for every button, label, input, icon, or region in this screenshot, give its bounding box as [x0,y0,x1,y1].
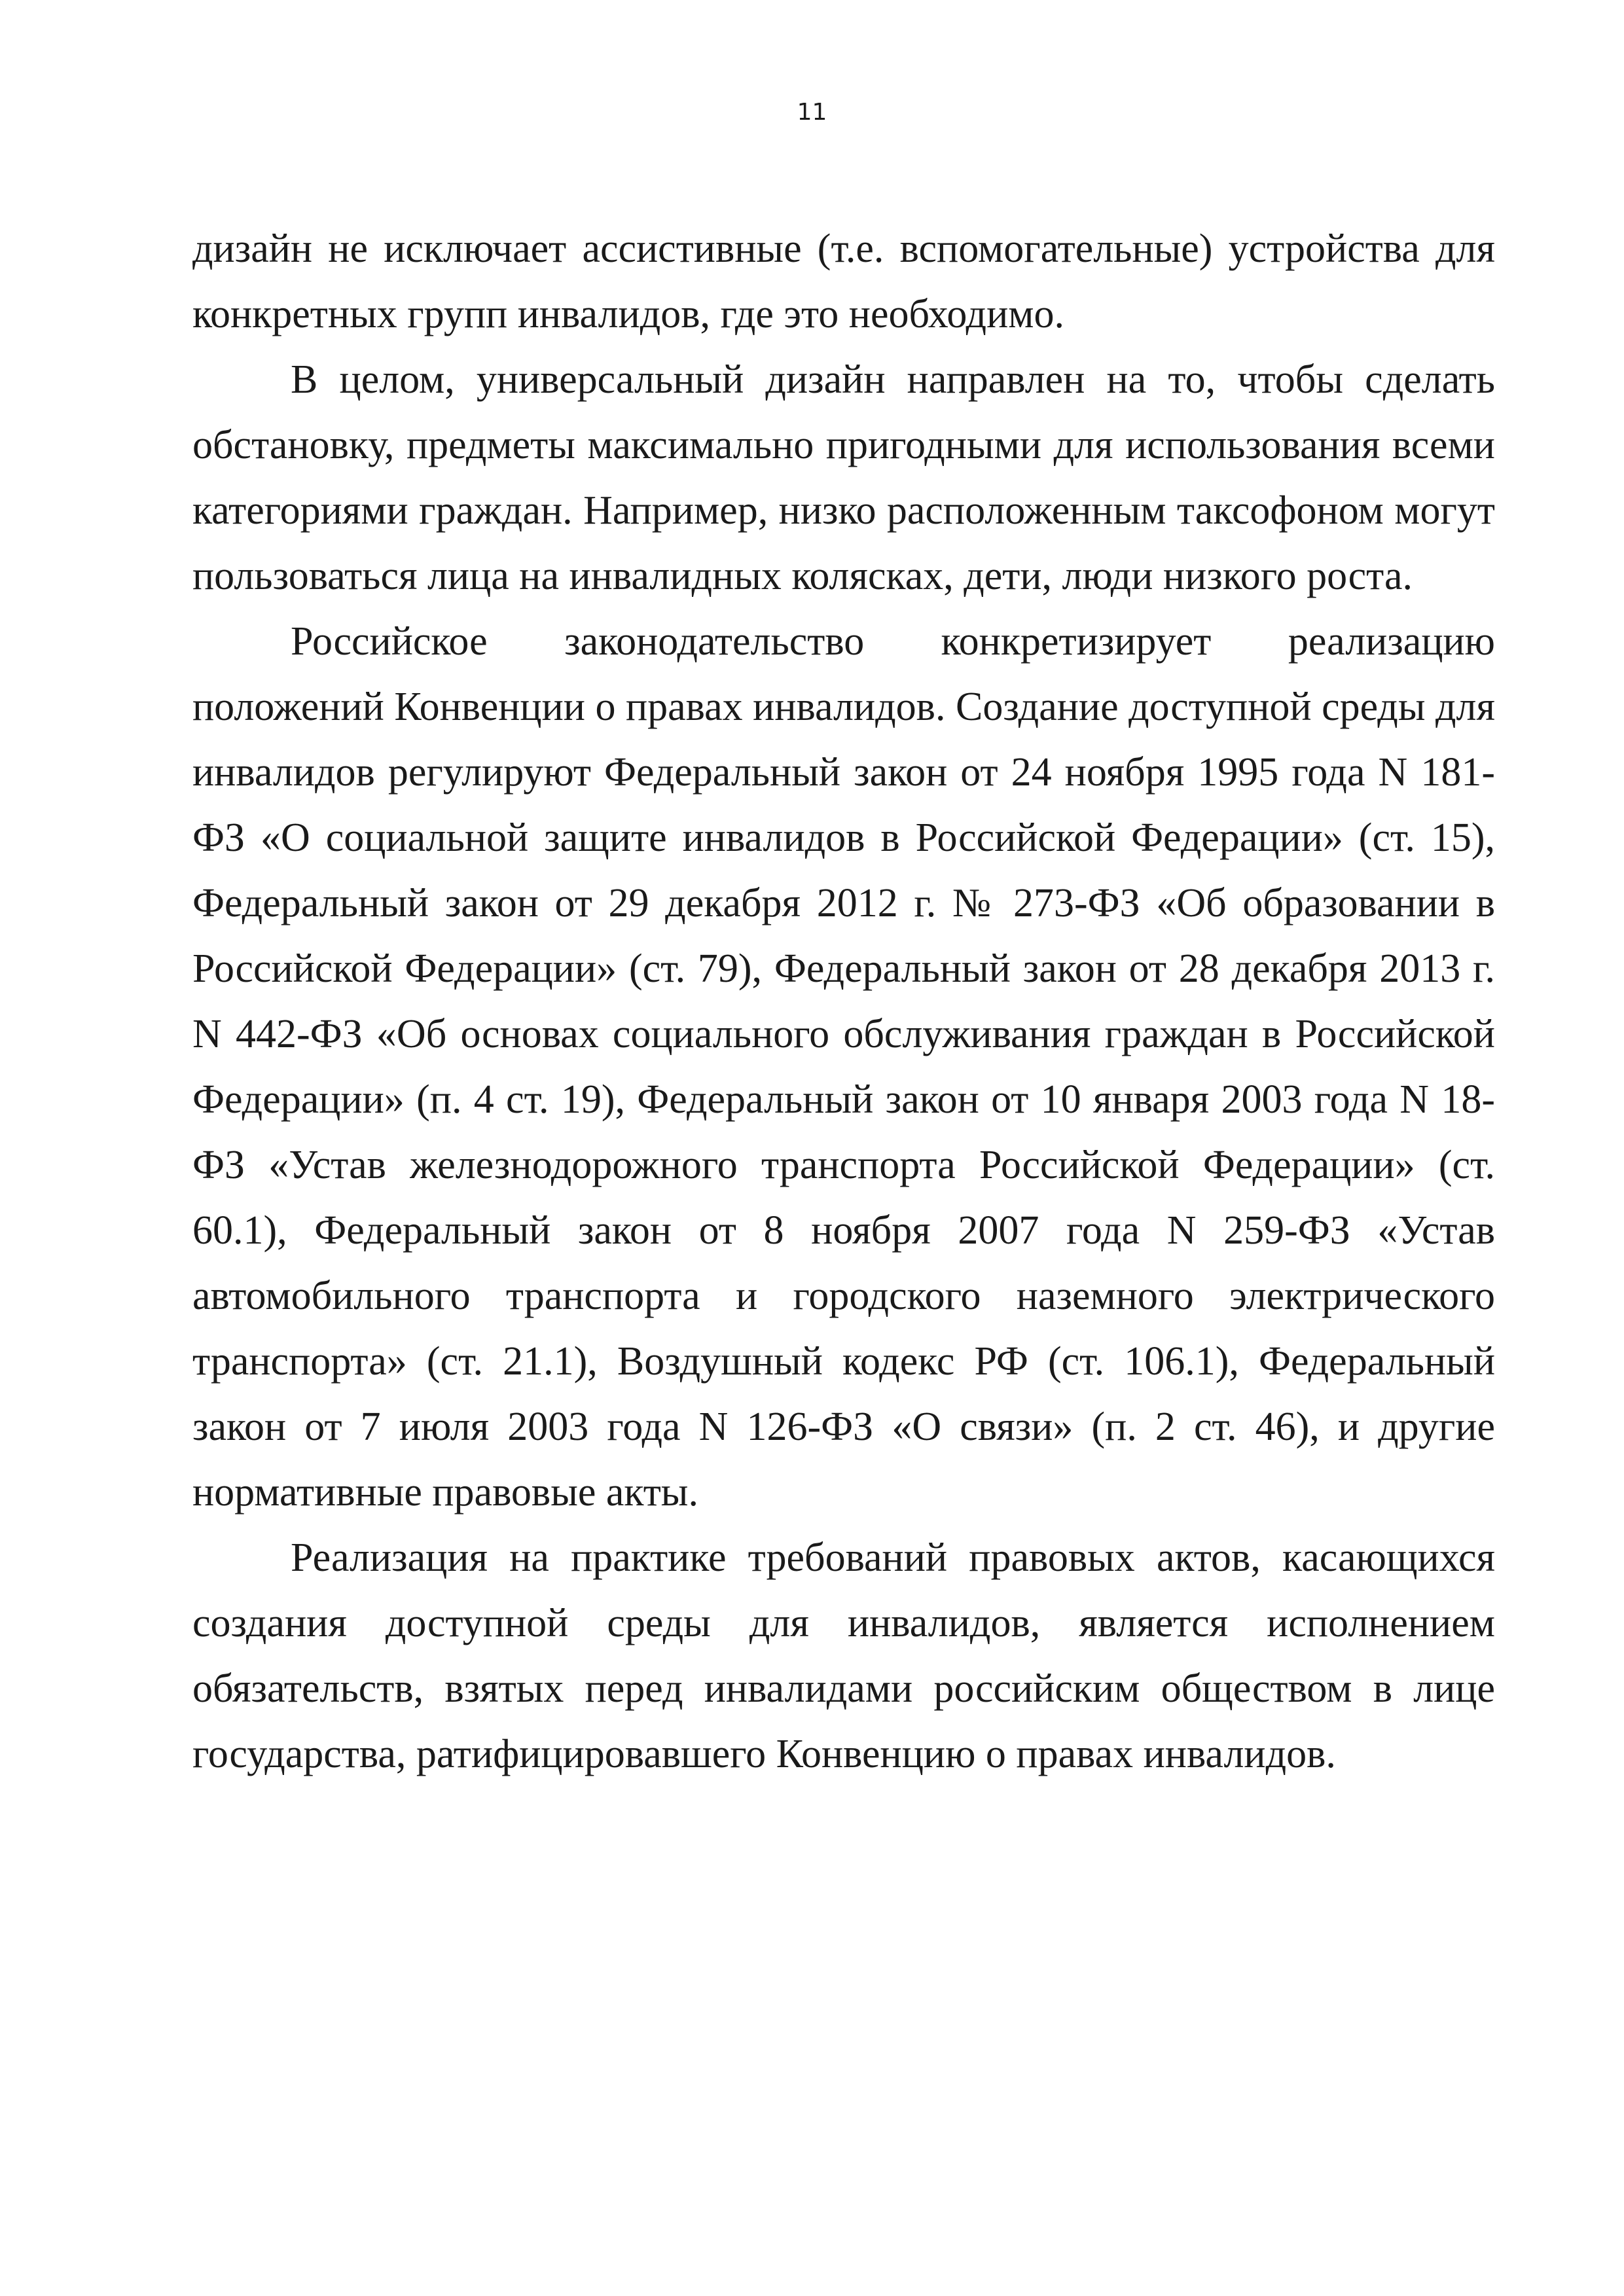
paragraph-implementation: Реализация на практике требований правовых актов, касающихся создания доступной среды для инвалидов, является исполнением обязательств, взятых перед инвалидами российским обществом в лице государства, ратифицировавшего Конвенцию о правах инвалидов. [192,1535,1495,1776]
document-body [192,216,1495,1787]
paragraph-russian-legislation: Российское законодательство конкретизирует реализацию положений Конвенции о правах инвалидов. Создание доступной среды для инвалидов регулируют Федеральный закон от 24 ноября 1995 года N 181-ФЗ «О социальной защите инвалидов в Российской Федерации» (ст. 15), Федеральный закон от 29 декабря 2012 г. № 273-ФЗ «Об образовании в Российской Федерации» (ст. 79), Федеральный закон от 28 декабря 2013 г. N 442-ФЗ «Об основах социального обслуживания граждан в Российской Федерации» (п. 4 ст. 19), Федеральный закон от 10 января 2003 года N 18-ФЗ «Устав железнодорожного транспорта Российской Федерации» (ст. 60.1), Федеральный закон от 8 ноября 2007 года N 259-ФЗ «Устав автомобильного транспорта и городского наземного электрического транспорта» (ст. 21.1), Воздушный кодекс РФ (ст. 106.1), Федеральный закон от 7 июля 2003 года N 126-ФЗ «О связи» (п. 2 ст. 46), и другие нормативные правовые акты. [192,619,1495,1515]
paragraph-continuation: дизайн не исключает ассистивные (т.е. вспомогательные) устройства для конкретных групп инвалидов, где это необходимо. [192,226,1495,336]
paragraph-universal-design: В целом, универсальный дизайн направлен на то, чтобы сделать обстановку, предметы максимально пригодными для использования всеми категориями граждан. Например, низко расположенным таксофоном могут пользоваться лица на инвалидных колясках, дети, люди низкого роста. [192,357,1495,598]
page-number: 11 [797,99,827,126]
